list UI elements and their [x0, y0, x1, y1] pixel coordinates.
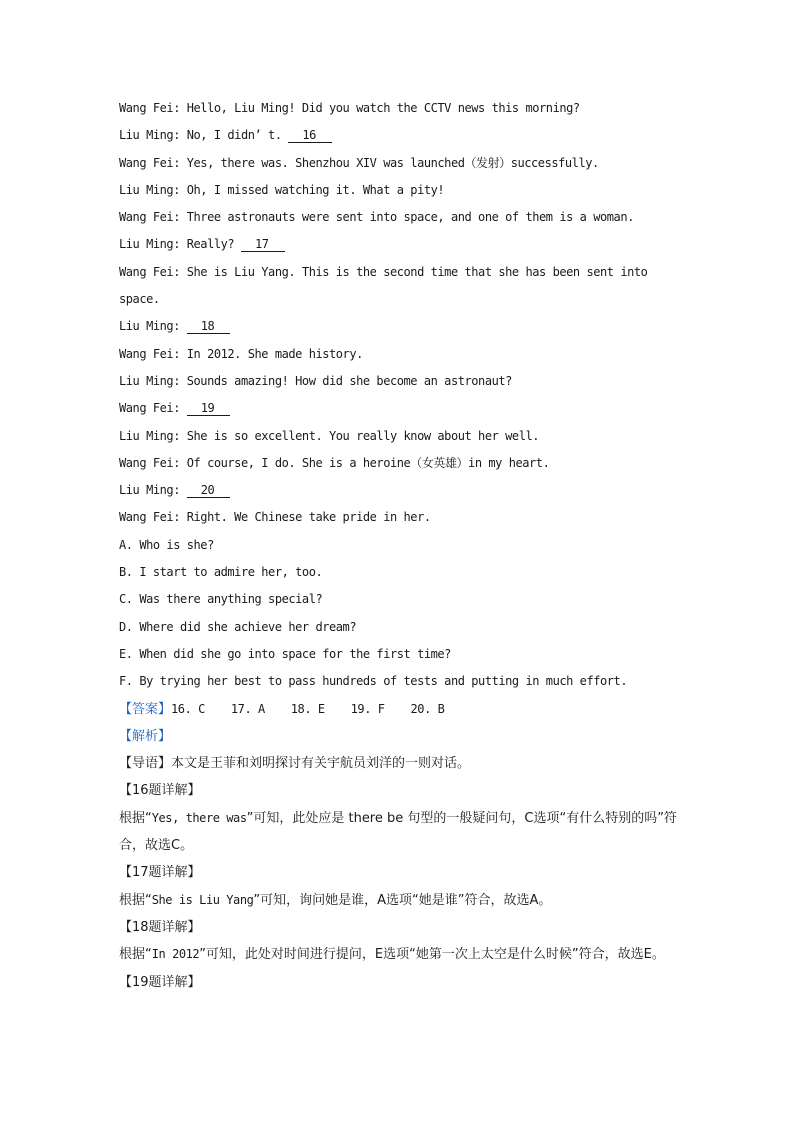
- dialogue-line: Liu Ming: She is so excellent. You really know about her well.: [119, 428, 540, 443]
- dialogue-line: Wang Fei: Yes, there was. Shenzhou XIV was launched（发射）successfully.: [119, 155, 599, 170]
- dialogue-line: Wang Fei: In 2012. She made history.: [119, 346, 363, 361]
- answer-blank: 17: [241, 237, 285, 252]
- dialogue-line: Liu Ming: Sounds amazing! How did she become an astronaut?: [119, 373, 512, 388]
- option-item: D. Where did she achieve her dream?: [119, 619, 357, 634]
- answer-tag: 【答案】: [119, 701, 172, 717]
- answer-item: 16. C: [171, 701, 205, 716]
- option-item: B. I start to admire her, too.: [119, 565, 323, 580]
- dialogue-line: Wang Fei: Right. We Chinese take pride in her.: [119, 510, 431, 525]
- answer-item: 20. B: [410, 701, 445, 716]
- answer-item: 17. A: [230, 701, 265, 716]
- dialogue-line: Wang Fei: 19: [119, 395, 689, 422]
- option-item: A. Who is she?: [119, 537, 214, 552]
- option-item: C. Was there anything special?: [119, 592, 323, 607]
- answer-blank: 19: [187, 401, 231, 416]
- dialogue-line: Wang Fei: Three astronauts were sent into space, and one of them is a woman.: [119, 210, 634, 225]
- analysis-heading: 【解析】: [119, 728, 172, 744]
- detail-heading: 【18题详解】: [119, 919, 201, 935]
- dialogue-line: Wang Fei: Of course, I do. She is a heroine（女英雄）in my heart.: [119, 455, 550, 470]
- answer-blank: 16: [288, 128, 332, 143]
- option-item: E. When did she go into space for the first time?: [119, 646, 451, 661]
- answer-line: [119, 696, 689, 723]
- dialogue-line: Wang Fei: Hello, Liu Ming! Did you watch the CCTV news this morning?: [119, 101, 580, 115]
- detail-text: 根据“She is Liu Yang”可知，询问她是谁，A选项“她是谁”符合，故选A。: [119, 892, 552, 908]
- dialogue-line: Liu Ming: Oh, I missed watching it. What a pity!: [119, 182, 445, 197]
- dialogue-line: Liu Ming: No, I didn’ t. 16: [119, 122, 689, 149]
- detail-heading: 【16题详解】: [119, 783, 201, 799]
- detail-text: 根据“Yes, there was”可知，此处应是 there be 句型的一般疑问句，C选项“有什么特别的吗”符合，故选C。: [119, 810, 677, 854]
- dialogue-line: Liu Ming: 18: [119, 313, 689, 340]
- answer-item: 19. F: [350, 701, 385, 716]
- dialogue-line: Liu Ming: Really? 17: [119, 231, 689, 258]
- options-list: [119, 532, 689, 696]
- answer-blank: 18: [187, 319, 231, 334]
- answer-blank: 20: [187, 483, 231, 498]
- detail-heading: 【17题详解】: [119, 865, 201, 881]
- dialogue: [119, 95, 689, 532]
- option-item: F. By trying her best to pass hundreds of tests and putting in much effort.: [119, 674, 628, 689]
- document-page: [119, 95, 689, 996]
- guide-text: 【导语】本文是王菲和刘明探讨有关宇航员刘洋的一则对话。: [119, 756, 471, 772]
- answer-item: 18. E: [290, 701, 325, 716]
- dialogue-line: Wang Fei: She is Liu Yang. This is the second time that she has been sent into space.: [119, 264, 648, 307]
- detail-heading: 【19题详解】: [119, 974, 201, 990]
- dialogue-line: Liu Ming: 20: [119, 477, 689, 504]
- detail-text: 根据“In 2012”可知，此处对时间进行提问，E选项“她第一次上太空是什么时候”符合，故选E。: [119, 947, 665, 963]
